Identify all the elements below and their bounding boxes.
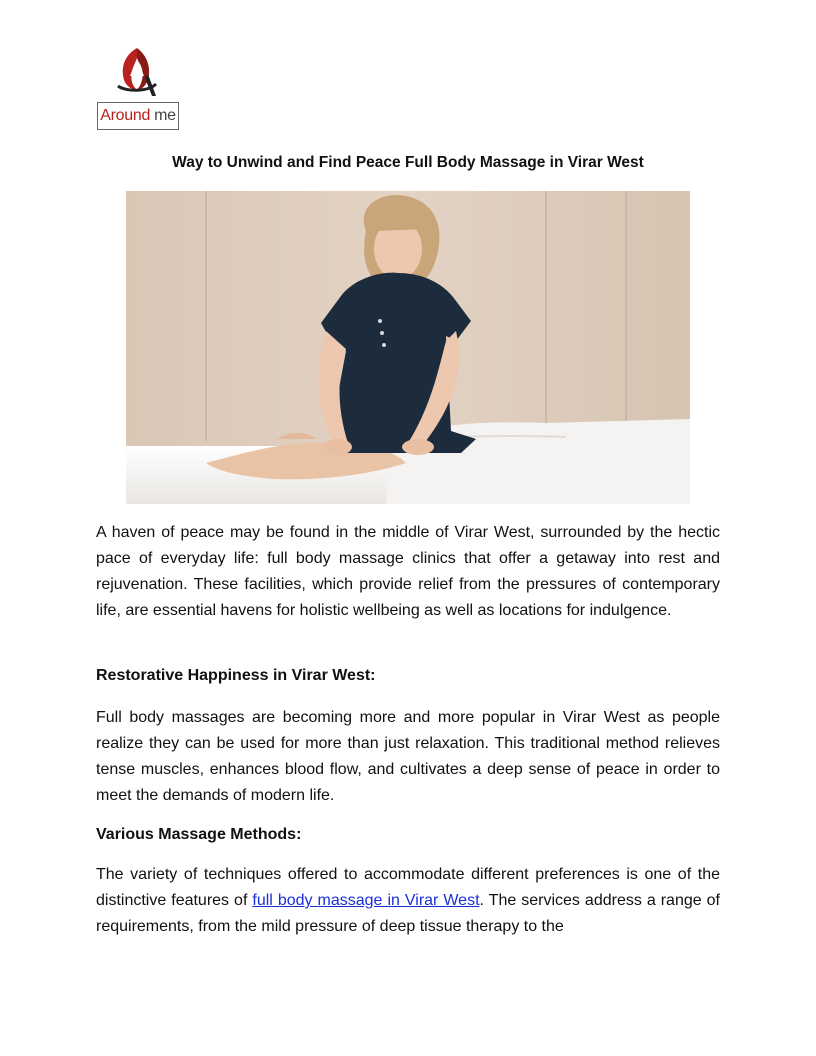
logo-word-around: Around xyxy=(100,107,151,124)
paragraph-methods-text-start: The variety of techniques offered to accommodate different preferences is one of the distinctive features of xyxy=(96,866,720,909)
around-me-compass-icon xyxy=(112,46,162,98)
page-title: Way to Unwind and Find Peace Full Body Massage in Virar West xyxy=(172,154,644,171)
massage-therapist-photo xyxy=(126,191,690,504)
heading-massage-methods: Various Massage Methods: xyxy=(96,826,302,843)
paragraph-restorative: Full body massages are becoming more and more popular in Virar West as people realize they can be used for more than just relaxation. This traditional method relieves tense muscles, enhances blood flow, and cultivates a deep sense of peace in order to meet the demands of modern life. xyxy=(96,709,720,804)
logo-wordmark xyxy=(97,102,179,130)
photo-illustration xyxy=(126,191,690,504)
paragraph-intro: A haven of peace may be found in the middle of Virar West, surrounded by the hectic pace of everyday life: full body massage clinics that offer a getaway into rest and rejuvenation. These facilities, which provide relief from the pressures of contemporary life, are essential havens for holistic wellbeing as well as locations for indulgence. xyxy=(96,524,720,619)
logo-word-me: me xyxy=(154,107,176,124)
around-me-logo xyxy=(96,46,182,136)
heading-restorative-happiness: Restorative Happiness in Virar West: xyxy=(96,667,376,684)
paragraph-methods-text-end: . The services address a range of requirements, from the mild pressure of deep tissue therapy to the xyxy=(96,892,720,935)
paragraph-methods xyxy=(96,862,720,940)
full-body-massage-link[interactable]: full body massage in Virar West xyxy=(252,892,480,909)
